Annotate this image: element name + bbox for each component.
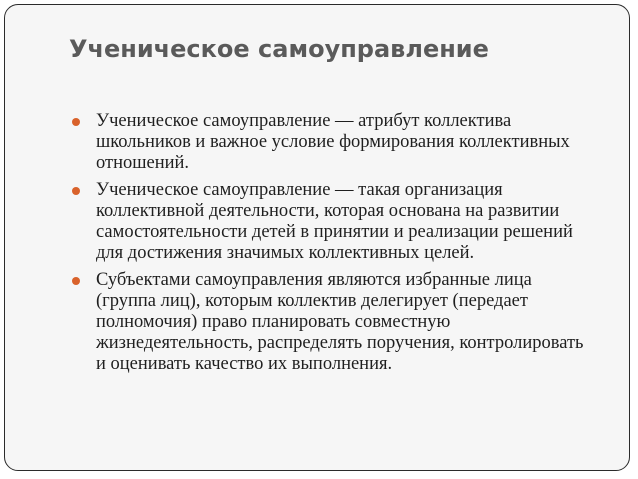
slide-title: Ученическое самоуправление — [69, 35, 489, 63]
bullet-text: Ученическое самоуправление — такая организация коллективной деятельности, которая основана на развитии самостоятельности детей в принятии и реализации решений для достижения значимых коллективных целей. — [96, 180, 573, 263]
orange-bullet-icon — [72, 277, 80, 285]
bullet-item — [69, 180, 589, 264]
orange-bullet-icon — [72, 187, 80, 195]
bullet-text: Субъектами самоуправления являются избранные лица (группа лиц), которым коллектив делегирует (передает полномочия) право планировать совместную жизнедеятельность, распределять поручения, контролировать и оценивать качество их выполнения. — [96, 270, 584, 374]
bullet-text: Ученическое самоуправление — атрибут коллектива школьников и важное условие формирования коллективных отношений. — [96, 111, 570, 173]
bullet-list — [69, 111, 589, 381]
bullet-item — [69, 270, 589, 375]
slide-frame — [4, 4, 630, 471]
orange-bullet-icon — [72, 118, 80, 126]
bullet-item — [69, 111, 589, 174]
